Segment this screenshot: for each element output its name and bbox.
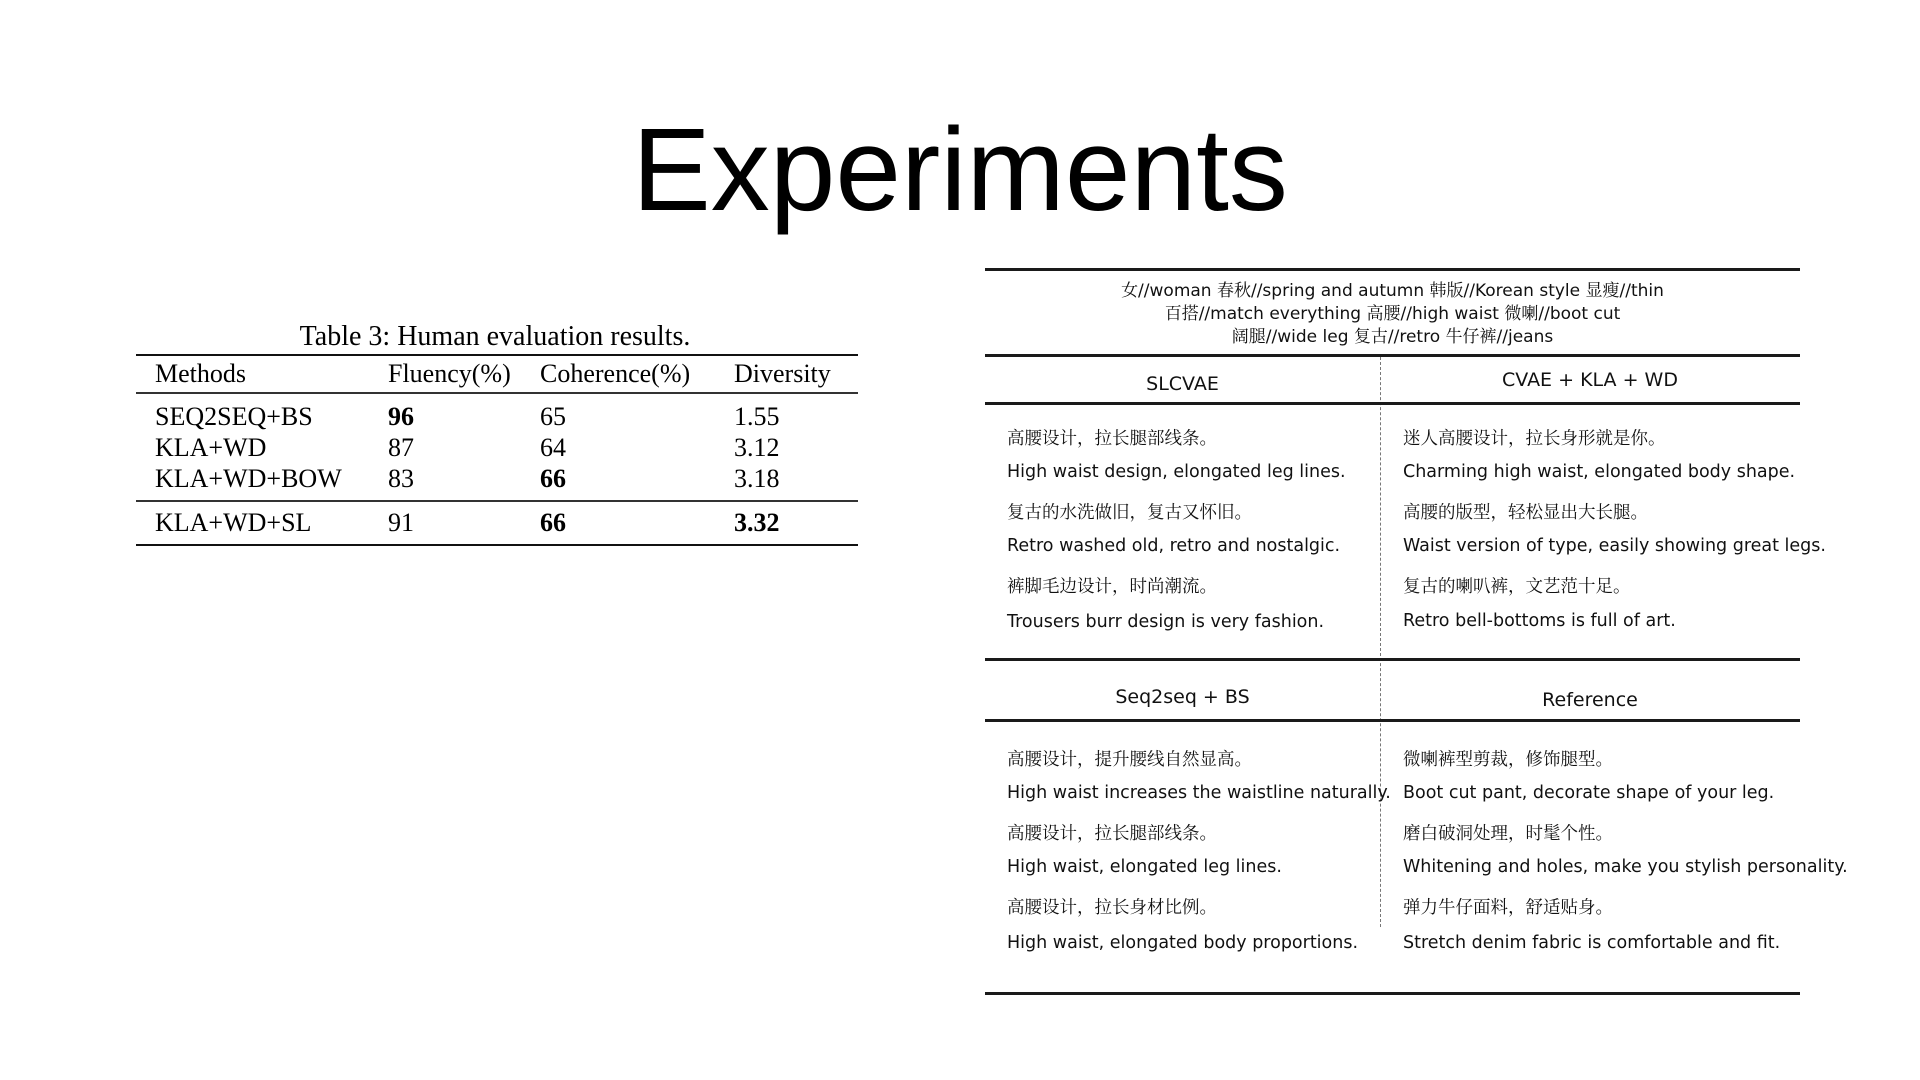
- reference-line: Boot cut pant, decorate shape of your leg.: [1403, 783, 1775, 803]
- cell-fluency: 83: [388, 464, 414, 493]
- table-bottom-rule: [136, 544, 858, 546]
- table-header-rule: [136, 392, 858, 394]
- cell-diversity: 3.18: [734, 464, 780, 493]
- reference-line: Stretch denim fabric is comfortable and fit.: [1403, 933, 1781, 953]
- keywords-line-2: 百搭//match everything 高腰//high waist 微喇//boot cut: [1164, 304, 1621, 324]
- cell-diversity: 3.32: [734, 508, 780, 537]
- seq2seq-line: 高腰设计，提升腰线自然显高。: [1007, 750, 1252, 770]
- cell-coherence: 66: [540, 508, 566, 537]
- seq2seq-line: High waist increases the waistline naturally.: [1007, 783, 1391, 803]
- keywords-line-1: 女//woman 春秋//spring and autumn 韩版//Korean style 显瘦//thin: [1121, 281, 1664, 301]
- cvae-line: 复古的喇叭裤，文艺范十足。: [1403, 577, 1631, 597]
- column-divider: [1380, 357, 1381, 927]
- human-eval-table: [136, 320, 858, 546]
- slide-title: Experiments: [632, 104, 1288, 236]
- table-caption: Table 3: Human evaluation results.: [299, 321, 691, 352]
- cell-fluency: 96: [388, 402, 414, 431]
- reference-header: Reference: [1542, 689, 1638, 711]
- header-coherence: Coherence(%): [540, 359, 691, 388]
- example-bottom-rule: [985, 992, 1800, 995]
- seq2seq-line: 高腰设计，拉长身材比例。: [1007, 898, 1217, 918]
- cell-coherence: 66: [540, 464, 566, 493]
- seq2seq-line: 高腰设计，拉长腿部线条。: [1007, 824, 1217, 844]
- table-header-row: [136, 358, 858, 389]
- keywords-line-3: 阔腿//wide leg 复古//retro 牛仔裤//jeans: [1231, 327, 1554, 347]
- slcvae-line: 裤脚毛边设计，时尚潮流。: [1007, 577, 1217, 597]
- cell-coherence: 64: [540, 433, 566, 462]
- cell-diversity: 3.12: [734, 433, 780, 462]
- cell-diversity: 1.55: [734, 402, 780, 431]
- section-rule: [985, 658, 1800, 661]
- keywords-rule: [985, 354, 1800, 357]
- slcvae-line: High waist design, elongated leg lines.: [1007, 462, 1346, 482]
- table-row: [136, 401, 858, 432]
- header-fluency: Fluency(%): [388, 359, 511, 388]
- seq2seq-line: High waist, elongated leg lines.: [1007, 857, 1282, 877]
- reference-line: 弹力牛仔面料，舒适贴身。: [1403, 898, 1613, 918]
- cvae-line: Retro bell-bottoms is full of art.: [1403, 611, 1676, 631]
- slcvae-line: 复古的水洗做旧，复古又怀旧。: [1007, 503, 1252, 523]
- slcvae-line: Trousers burr design is very fashion.: [1007, 612, 1325, 632]
- generation-example-table: [985, 268, 1848, 998]
- cell-method: KLA+WD+SL: [155, 508, 312, 537]
- slcvae-line: Retro washed old, retro and nostalgic.: [1007, 536, 1341, 556]
- header-methods: Methods: [155, 359, 246, 388]
- table-row: [136, 463, 858, 494]
- table-row: [136, 432, 858, 463]
- cell-fluency: 91: [388, 508, 414, 537]
- example-top-rule: [985, 268, 1800, 271]
- reference-line: 微喇裤型剪裁，修饰腿型。: [1403, 750, 1613, 770]
- table-top-rule: [136, 354, 858, 356]
- cell-coherence: 65: [540, 402, 566, 431]
- slcvae-header: SLCVAE: [1146, 373, 1219, 395]
- cell-method: KLA+WD+BOW: [155, 464, 342, 493]
- header-diversity: Diversity: [734, 359, 831, 388]
- reference-line: 磨白破洞处理，时髦个性。: [1403, 824, 1613, 844]
- seq2seq-line: High waist, elongated body proportions.: [1007, 933, 1359, 953]
- seq2seq-header: Seq2seq + BS: [1115, 686, 1250, 708]
- cvae-line: Charming high waist, elongated body shape.: [1403, 462, 1796, 482]
- cvae-line: Waist version of type, easily showing great legs.: [1403, 536, 1826, 556]
- cvae-header: CVAE + KLA + WD: [1502, 369, 1678, 391]
- header-rule-1: [985, 402, 1800, 405]
- cell-method: SEQ2SEQ+BS: [155, 402, 313, 431]
- reference-line: Whitening and holes, make you stylish personality.: [1403, 857, 1848, 877]
- cell-fluency: 87: [388, 433, 414, 462]
- table-row: [136, 507, 858, 538]
- header-rule-2: [985, 719, 1800, 722]
- slcvae-line: 高腰设计，拉长腿部线条。: [1007, 429, 1217, 449]
- cvae-line: 高腰的版型，轻松显出大长腿。: [1403, 503, 1648, 523]
- cell-method: KLA+WD: [155, 433, 267, 462]
- table-mid-rule: [136, 500, 858, 502]
- cvae-line: 迷人高腰设计，拉长身形就是你。: [1403, 429, 1666, 449]
